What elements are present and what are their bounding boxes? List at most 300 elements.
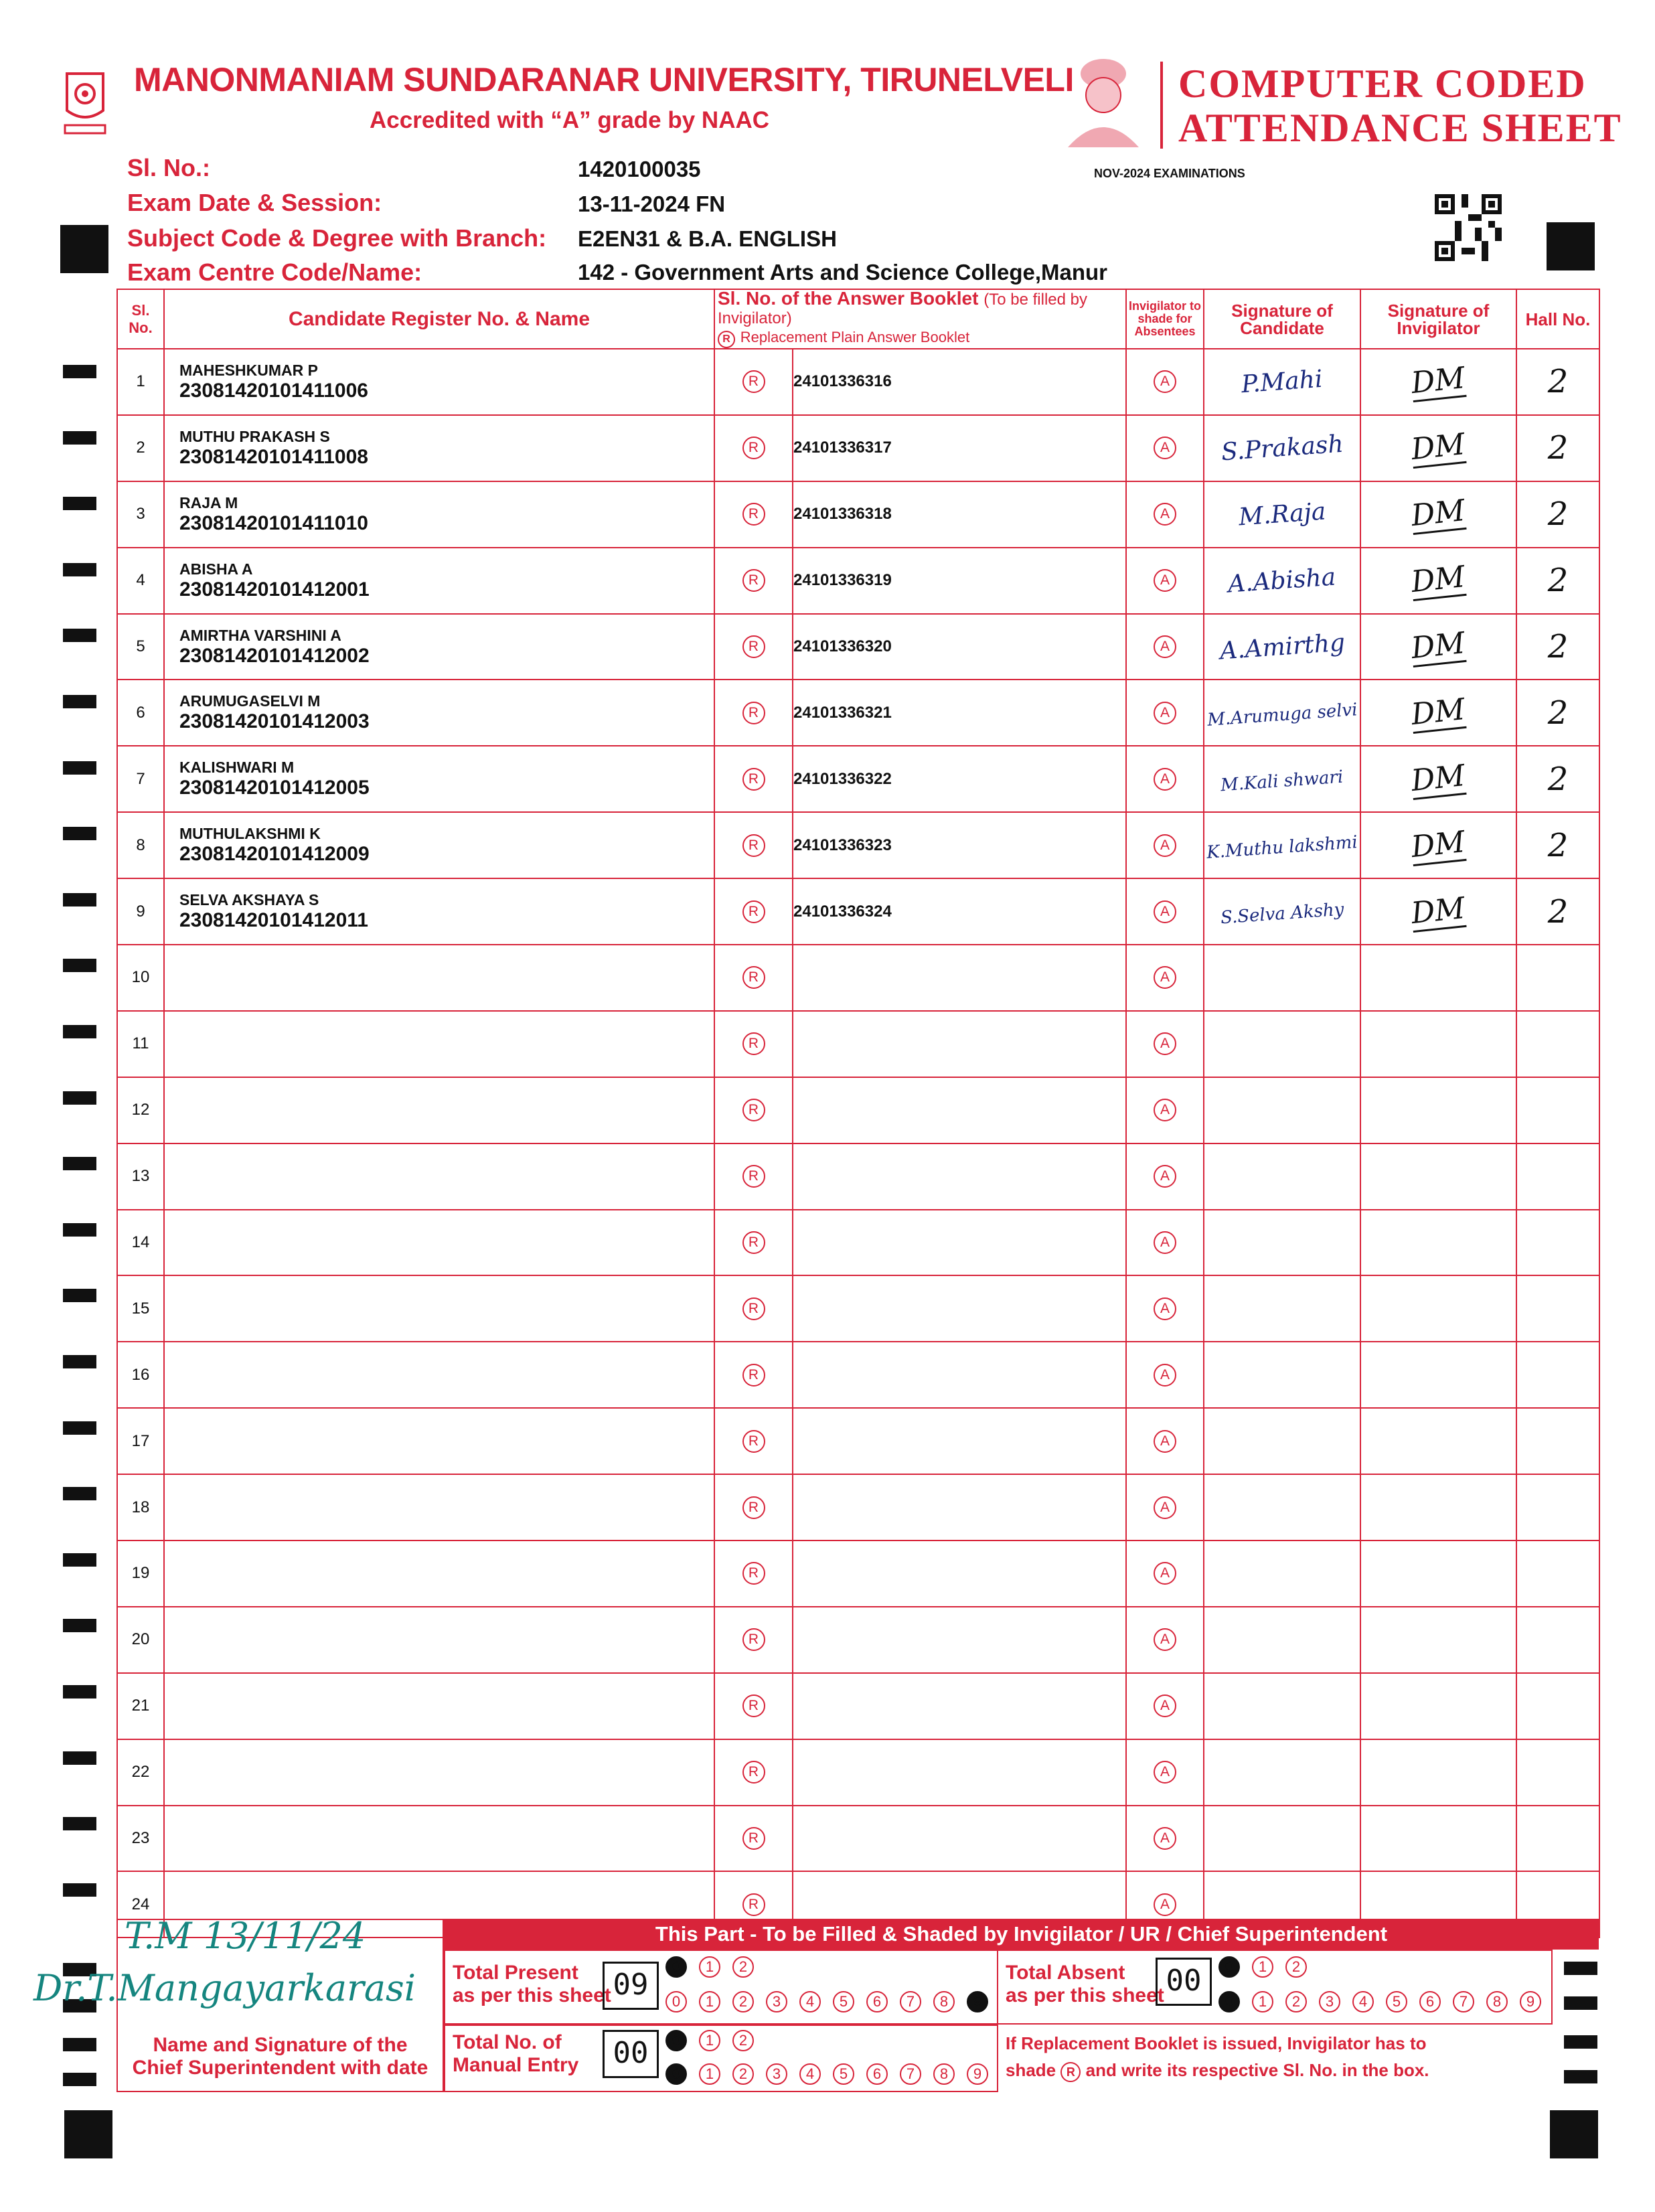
row-replacement[interactable] — [714, 812, 793, 878]
row-inv-sig[interactable] — [1360, 548, 1516, 614]
row-absentee[interactable] — [1126, 614, 1204, 680]
absent-a-icon[interactable]: A — [1154, 1099, 1176, 1121]
row-absentee[interactable] — [1126, 945, 1204, 1011]
replacement-r-icon: R — [1060, 2062, 1081, 2082]
digit-bubble[interactable]: 1 — [699, 2030, 720, 2051]
digit-bubble[interactable]: 5 — [1386, 1991, 1407, 2012]
replacement-r-icon[interactable]: R — [742, 635, 765, 658]
table-row — [117, 1673, 1599, 1739]
row-booklet[interactable] — [793, 1806, 1126, 1872]
row-absentee[interactable] — [1126, 415, 1204, 481]
table-row — [117, 1077, 1599, 1143]
digit-bubble[interactable]: 1 — [699, 2063, 720, 2085]
row-booklet[interactable] — [793, 1210, 1126, 1276]
digit-bubble[interactable]: 6 — [866, 2063, 888, 2085]
digit-bubble[interactable]: 2 — [732, 2063, 754, 2085]
digit-bubble[interactable]: 3 — [766, 2063, 787, 2085]
replacement-r-icon[interactable]: R — [742, 1827, 765, 1850]
absent-a-icon[interactable]: A — [1154, 1694, 1176, 1717]
row-inv-sig[interactable] — [1360, 1408, 1516, 1474]
row-cand-sig[interactable] — [1204, 1077, 1360, 1143]
row-absentee[interactable] — [1126, 1474, 1204, 1540]
digit-bubble[interactable]: 9 — [967, 1991, 988, 2012]
absent-digits-second — [1218, 1991, 1553, 2012]
row-cand-sig[interactable] — [1204, 680, 1360, 746]
row-booklet[interactable] — [793, 746, 1126, 812]
row-absentee[interactable] — [1126, 1607, 1204, 1673]
row-candidate — [164, 1342, 714, 1408]
row-replacement[interactable] — [714, 878, 793, 945]
row-hall[interactable] — [1516, 812, 1599, 878]
digit-bubble[interactable]: 8 — [933, 1991, 955, 2012]
row-inv-sig[interactable] — [1360, 1474, 1516, 1540]
row-replacement[interactable] — [714, 1806, 793, 1872]
row-absentee[interactable] — [1126, 1077, 1204, 1143]
timing-mark — [63, 2073, 96, 2086]
row-inv-sig[interactable] — [1360, 1275, 1516, 1342]
row-booklet[interactable] — [793, 812, 1126, 878]
row-cand-sig[interactable] — [1204, 1210, 1360, 1276]
row-hall[interactable] — [1516, 1077, 1599, 1143]
absent-a-icon[interactable]: A — [1154, 966, 1176, 989]
replacement-r-icon[interactable]: R — [742, 900, 765, 923]
digit-bubble[interactable]: 6 — [1419, 1991, 1441, 2012]
table-row — [117, 1607, 1599, 1673]
row-booklet[interactable] — [793, 680, 1126, 746]
manual-value[interactable]: 00 — [603, 2030, 659, 2078]
timing-mark — [63, 893, 96, 906]
row-cand-sig[interactable] — [1204, 1275, 1360, 1342]
row-inv-sig[interactable] — [1360, 415, 1516, 481]
row-hall[interactable] — [1516, 878, 1599, 945]
table-row — [117, 1275, 1599, 1342]
row-hall[interactable] — [1516, 1143, 1599, 1210]
row-candidate — [164, 1739, 714, 1806]
absent-a-icon[interactable]: A — [1154, 503, 1176, 526]
absent-a-icon[interactable]: A — [1154, 1496, 1176, 1519]
row-replacement[interactable] — [714, 1540, 793, 1607]
row-inv-sig[interactable] — [1360, 1342, 1516, 1408]
candidate-name: MUTHULAKSHMI K — [179, 825, 321, 843]
digit-bubble[interactable]: 2 — [1285, 1991, 1307, 2012]
replacement-r-icon[interactable]: R — [742, 569, 765, 592]
row-inv-sig[interactable] — [1360, 481, 1516, 548]
row-hall[interactable] — [1516, 1408, 1599, 1474]
row-hall[interactable] — [1516, 481, 1599, 548]
row-booklet[interactable] — [793, 1408, 1126, 1474]
replacement-r-icon[interactable]: R — [742, 1694, 765, 1717]
table-row — [117, 1408, 1599, 1474]
row-cand-sig[interactable] — [1204, 945, 1360, 1011]
row-inv-sig[interactable] — [1360, 1806, 1516, 1872]
row-inv-sig[interactable] — [1360, 680, 1516, 746]
row-replacement[interactable] — [714, 1474, 793, 1540]
table-row — [117, 680, 1599, 746]
row-booklet[interactable] — [793, 1739, 1126, 1806]
row-cand-sig[interactable] — [1204, 878, 1360, 945]
digit-bubble[interactable]: 0 — [1218, 1991, 1240, 2012]
digit-bubble[interactable]: 7 — [1453, 1991, 1474, 2012]
candidate-name: AMIRTHA VARSHINI A — [179, 626, 341, 644]
row-replacement[interactable] — [714, 1143, 793, 1210]
row-hall[interactable] — [1516, 1540, 1599, 1607]
row-booklet[interactable] — [793, 1673, 1126, 1739]
row-absentee[interactable] — [1126, 349, 1204, 415]
row-replacement[interactable] — [714, 1210, 793, 1276]
row-hall[interactable] — [1516, 614, 1599, 680]
footer-mark-1 — [1564, 1962, 1597, 1975]
absent-a-icon[interactable]: A — [1154, 768, 1176, 791]
row-absentee[interactable] — [1126, 746, 1204, 812]
row-hall[interactable] — [1516, 680, 1599, 746]
booklet-no: 24101336317 — [793, 439, 892, 457]
row-cand-sig[interactable] — [1204, 1408, 1360, 1474]
digit-bubble[interactable]: 9 — [1520, 1991, 1541, 2012]
col-inv-sig — [1360, 289, 1516, 349]
row-inv-sig[interactable] — [1360, 1540, 1516, 1607]
row-absentee[interactable] — [1126, 548, 1204, 614]
absent-a-icon[interactable]: A — [1154, 1893, 1176, 1916]
row-sl: 15 — [117, 1275, 164, 1342]
digit-bubble[interactable]: 9 — [967, 2063, 988, 2085]
row-sl: 9 — [117, 878, 164, 945]
absent-label-line-1: Total Absent — [1006, 1962, 1125, 1984]
row-hall[interactable] — [1516, 1806, 1599, 1872]
absent-a-icon[interactable]: A — [1154, 900, 1176, 923]
absent-a-icon[interactable]: A — [1154, 834, 1176, 857]
table-row — [117, 415, 1599, 481]
replacement-r-icon[interactable]: R — [742, 1231, 765, 1254]
row-absentee[interactable] — [1126, 680, 1204, 746]
row-hall[interactable] — [1516, 1210, 1599, 1276]
row-booklet[interactable] — [793, 1342, 1126, 1408]
row-cand-sig[interactable] — [1204, 1739, 1360, 1806]
replacement-r-icon[interactable]: R — [742, 1628, 765, 1651]
row-booklet[interactable] — [793, 481, 1126, 548]
row-hall[interactable] — [1516, 1011, 1599, 1077]
row-sl: 4 — [117, 548, 164, 614]
row-absentee[interactable] — [1126, 1210, 1204, 1276]
digit-bubble[interactable]: 5 — [833, 2063, 854, 2085]
row-booklet[interactable] — [793, 614, 1126, 680]
row-inv-sig[interactable] — [1360, 945, 1516, 1011]
row-cand-sig[interactable] — [1204, 1806, 1360, 1872]
row-absentee[interactable] — [1126, 812, 1204, 878]
absent-a-icon[interactable]: A — [1154, 1231, 1176, 1254]
row-absentee[interactable] — [1126, 1342, 1204, 1408]
table-row — [117, 349, 1599, 415]
replacement-r-icon[interactable]: R — [742, 1099, 765, 1121]
absent-value[interactable]: 00 — [1156, 1958, 1212, 2006]
row-replacement[interactable] — [714, 1673, 793, 1739]
invigilator-signature: DM — [1410, 361, 1468, 402]
row-hall[interactable] — [1516, 415, 1599, 481]
digit-bubble[interactable]: 8 — [1486, 1991, 1508, 2012]
absent-a-icon[interactable]: A — [1154, 1827, 1176, 1850]
absent-a-icon[interactable]: A — [1154, 1297, 1176, 1320]
row-absentee[interactable] — [1126, 1408, 1204, 1474]
absent-a-icon[interactable]: A — [1154, 1430, 1176, 1453]
row-candidate — [164, 1673, 714, 1739]
row-replacement[interactable] — [714, 614, 793, 680]
timing-mark — [63, 1355, 96, 1368]
digit-bubble[interactable]: 1 — [699, 1956, 720, 1978]
row-inv-sig[interactable] — [1360, 614, 1516, 680]
row-replacement[interactable] — [714, 1342, 793, 1408]
row-hall[interactable] — [1516, 1474, 1599, 1540]
digit-bubble[interactable]: 1 — [1252, 1991, 1273, 2012]
row-cand-sig[interactable] — [1204, 548, 1360, 614]
row-replacement[interactable] — [714, 481, 793, 548]
row-hall[interactable] — [1516, 548, 1599, 614]
row-replacement[interactable] — [714, 349, 793, 415]
digit-bubble[interactable]: 2 — [732, 2030, 754, 2051]
row-cand-sig[interactable] — [1204, 1540, 1360, 1607]
row-booklet[interactable] — [793, 878, 1126, 945]
table-row — [117, 1342, 1599, 1408]
row-hall[interactable] — [1516, 1739, 1599, 1806]
hall-no: 2 — [1547, 562, 1569, 600]
absent-a-icon[interactable]: A — [1154, 1364, 1176, 1387]
absent-a-icon[interactable]: A — [1154, 1628, 1176, 1651]
sheet-title-line-2: ATTENDANCE SHEET — [1178, 106, 1622, 150]
row-sl: 24 — [117, 1871, 164, 1938]
row-cand-sig[interactable] — [1204, 1673, 1360, 1739]
digit-bubble[interactable]: 2 — [1285, 1956, 1307, 1978]
col-sl — [117, 289, 164, 349]
row-candidate — [164, 1275, 714, 1342]
row-absentee[interactable] — [1126, 1673, 1204, 1739]
row-booklet[interactable] — [793, 548, 1126, 614]
digit-bubble[interactable]: 0 — [665, 1991, 687, 2012]
replacement-r-icon[interactable]: R — [742, 1297, 765, 1320]
absent-a-icon[interactable]: A — [1154, 569, 1176, 592]
digit-bubble[interactable]: 7 — [900, 1991, 921, 2012]
row-replacement[interactable] — [714, 1739, 793, 1806]
invigilator-signature: DM — [1410, 759, 1468, 800]
row-absentee[interactable] — [1126, 1275, 1204, 1342]
row-absentee[interactable] — [1126, 1806, 1204, 1872]
row-absentee[interactable] — [1126, 878, 1204, 945]
row-cand-sig[interactable] — [1204, 812, 1360, 878]
digit-bubble[interactable]: 7 — [900, 2063, 921, 2085]
row-replacement[interactable] — [714, 680, 793, 746]
subject-value: E2EN31 & B.A. ENGLISH — [578, 226, 837, 251]
row-replacement[interactable] — [714, 746, 793, 812]
row-absentee[interactable] — [1126, 481, 1204, 548]
replacement-r-icon[interactable]: R — [742, 1364, 765, 1387]
digit-bubble[interactable]: 3 — [766, 1991, 787, 2012]
replacement-note-rest: and write its respective Sl. No. in the box. — [1085, 2060, 1429, 2080]
absent-a-icon[interactable]: A — [1154, 702, 1176, 724]
row-booklet[interactable] — [793, 349, 1126, 415]
absent-a-icon[interactable]: A — [1154, 370, 1176, 393]
row-inv-sig[interactable] — [1360, 1607, 1516, 1673]
digit-bubble[interactable]: 4 — [799, 1991, 821, 2012]
row-booklet[interactable] — [793, 1275, 1126, 1342]
row-candidate — [164, 945, 714, 1011]
row-cand-sig[interactable] — [1204, 1143, 1360, 1210]
row-inv-sig[interactable] — [1360, 1739, 1516, 1806]
digit-bubble[interactable]: 1 — [699, 1991, 720, 2012]
row-cand-sig[interactable] — [1204, 415, 1360, 481]
digit-bubble[interactable]: 0 — [665, 1956, 687, 1978]
row-inv-sig[interactable] — [1360, 878, 1516, 945]
row-sl: 8 — [117, 812, 164, 878]
absent-a-icon[interactable]: A — [1154, 1562, 1176, 1585]
hall-no: 2 — [1547, 694, 1569, 732]
row-inv-sig[interactable] — [1360, 1077, 1516, 1143]
timing-mark — [63, 1487, 96, 1500]
hall-no: 2 — [1547, 429, 1569, 467]
candidate-reg-no: 23081420101412011 — [179, 909, 368, 932]
replacement-r-icon[interactable]: R — [742, 1430, 765, 1453]
candidate-signature: S.Selva Akshy — [1219, 899, 1345, 929]
replacement-r-icon[interactable]: R — [742, 1165, 765, 1188]
digit-bubble[interactable]: 0 — [665, 2063, 687, 2085]
digit-bubble[interactable]: 2 — [732, 1956, 754, 1978]
row-replacement[interactable] — [714, 1607, 793, 1673]
digit-bubble[interactable]: 2 — [732, 1991, 754, 2012]
digit-bubble[interactable]: 3 — [1319, 1991, 1340, 2012]
present-digits-second — [665, 1991, 1000, 2012]
replacement-r-icon[interactable]: R — [742, 1893, 765, 1916]
replacement-r-icon[interactable]: R — [742, 1032, 765, 1055]
timing-mark — [63, 1883, 96, 1897]
hall-no: 2 — [1547, 826, 1569, 864]
digit-bubble[interactable]: 1 — [1252, 1956, 1273, 1978]
row-sl: 2 — [117, 415, 164, 481]
replacement-r-icon[interactable]: R — [742, 437, 765, 459]
row-replacement[interactable] — [714, 1275, 793, 1342]
row-hall[interactable] — [1516, 1275, 1599, 1342]
invigilator-signature: DM — [1410, 692, 1468, 734]
row-booklet[interactable] — [793, 945, 1126, 1011]
row-cand-sig[interactable] — [1204, 1474, 1360, 1540]
centre-label: Exam Centre Code/Name: — [127, 258, 422, 286]
row-inv-sig[interactable] — [1360, 746, 1516, 812]
cs-label-line-1: Name and Signature of the — [153, 2034, 408, 2056]
row-cand-sig[interactable] — [1204, 481, 1360, 548]
row-booklet[interactable] — [793, 1540, 1126, 1607]
row-hall[interactable] — [1516, 1342, 1599, 1408]
row-absentee[interactable] — [1126, 1739, 1204, 1806]
row-inv-sig[interactable] — [1360, 349, 1516, 415]
replacement-r-icon[interactable]: R — [742, 1496, 765, 1519]
replacement-r-icon[interactable]: R — [742, 768, 765, 791]
row-cand-sig[interactable] — [1204, 614, 1360, 680]
registration-mark-right-top — [1547, 222, 1595, 270]
absent-a-icon[interactable]: A — [1154, 1761, 1176, 1784]
row-cand-sig[interactable] — [1204, 349, 1360, 415]
row-booklet[interactable] — [793, 1474, 1126, 1540]
replacement-r-icon[interactable]: R — [742, 370, 765, 393]
row-cand-sig[interactable] — [1204, 1607, 1360, 1673]
replacement-r-icon[interactable]: R — [742, 702, 765, 724]
row-cand-sig[interactable] — [1204, 1011, 1360, 1077]
row-absentee[interactable] — [1126, 1143, 1204, 1210]
hall-no: 2 — [1547, 892, 1569, 931]
row-hall[interactable] — [1516, 1673, 1599, 1739]
replacement-r-icon[interactable]: R — [742, 1562, 765, 1585]
row-cand-sig[interactable] — [1204, 746, 1360, 812]
row-sl: 1 — [117, 349, 164, 415]
timing-mark — [63, 695, 96, 708]
row-inv-sig[interactable] — [1360, 1011, 1516, 1077]
replacement-r-icon[interactable]: R — [742, 834, 765, 857]
candidate-reg-no: 23081420101411008 — [179, 445, 368, 468]
row-replacement[interactable] — [714, 1077, 793, 1143]
row-replacement[interactable] — [714, 548, 793, 614]
table-row — [117, 878, 1599, 945]
digit-bubble[interactable]: 5 — [833, 1991, 854, 2012]
row-inv-sig[interactable] — [1360, 1143, 1516, 1210]
booklet-no: 24101336320 — [793, 637, 892, 655]
row-replacement[interactable] — [714, 415, 793, 481]
row-booklet[interactable] — [793, 1607, 1126, 1673]
timing-mark — [63, 827, 96, 840]
candidate-reg-no: 23081420101411006 — [179, 379, 368, 402]
row-absentee[interactable] — [1126, 1011, 1204, 1077]
digit-bubble[interactable]: 4 — [1352, 1991, 1374, 2012]
absent-a-icon[interactable]: A — [1154, 1165, 1176, 1188]
candidate-signature: M.Raja — [1237, 497, 1327, 532]
row-hall[interactable] — [1516, 945, 1599, 1011]
invigilator-signature: DM — [1410, 427, 1468, 469]
digit-bubble[interactable]: 0 — [665, 2030, 687, 2051]
row-replacement[interactable] — [714, 1011, 793, 1077]
row-hall[interactable] — [1516, 746, 1599, 812]
row-candidate — [164, 415, 714, 481]
absent-a-icon[interactable]: A — [1154, 635, 1176, 658]
row-booklet[interactable] — [793, 1143, 1126, 1210]
row-replacement[interactable] — [714, 1408, 793, 1474]
hall-no: 2 — [1547, 363, 1569, 401]
row-inv-sig[interactable] — [1360, 1210, 1516, 1276]
digit-bubble[interactable]: 4 — [799, 2063, 821, 2085]
invigilator-signature: DM — [1410, 825, 1468, 866]
cs-signature: T.M 13/11/24 — [125, 1915, 366, 1957]
absent-a-icon[interactable]: A — [1154, 437, 1176, 459]
row-booklet[interactable] — [793, 1077, 1126, 1143]
absent-digits-first — [1218, 1956, 1319, 1978]
replacement-r-icon[interactable]: R — [742, 1761, 765, 1784]
replacement-r-icon[interactable]: R — [742, 966, 765, 989]
booklet-no: 24101336323 — [793, 836, 892, 854]
digit-bubble[interactable]: 6 — [866, 1991, 888, 2012]
row-replacement[interactable] — [714, 945, 793, 1011]
replacement-r-icon[interactable]: R — [742, 503, 765, 526]
row-absentee[interactable] — [1126, 1540, 1204, 1607]
col-booklet-sub: (To be filled by Invigilator) — [718, 291, 1087, 327]
candidate-reg-no: 23081420101412005 — [179, 777, 370, 799]
row-hall[interactable] — [1516, 349, 1599, 415]
row-hall[interactable] — [1516, 1607, 1599, 1673]
exam-date-value: 13-11-2024 FN — [578, 191, 726, 216]
present-value[interactable]: 09 — [603, 1962, 659, 2010]
digit-bubble[interactable]: 8 — [933, 2063, 955, 2085]
exams-tag: NOV-2024 EXAMINATIONS — [1094, 167, 1245, 180]
absent-label-line-2: as per this sheet — [1006, 1984, 1164, 2006]
row-booklet[interactable] — [793, 415, 1126, 481]
row-booklet[interactable] — [793, 1011, 1126, 1077]
row-inv-sig[interactable] — [1360, 1673, 1516, 1739]
digit-bubble[interactable]: 0 — [1218, 1956, 1240, 1978]
row-inv-sig[interactable] — [1360, 812, 1516, 878]
row-cand-sig[interactable] — [1204, 1342, 1360, 1408]
qr-code — [1435, 194, 1502, 261]
absent-a-icon[interactable]: A — [1154, 1032, 1176, 1055]
